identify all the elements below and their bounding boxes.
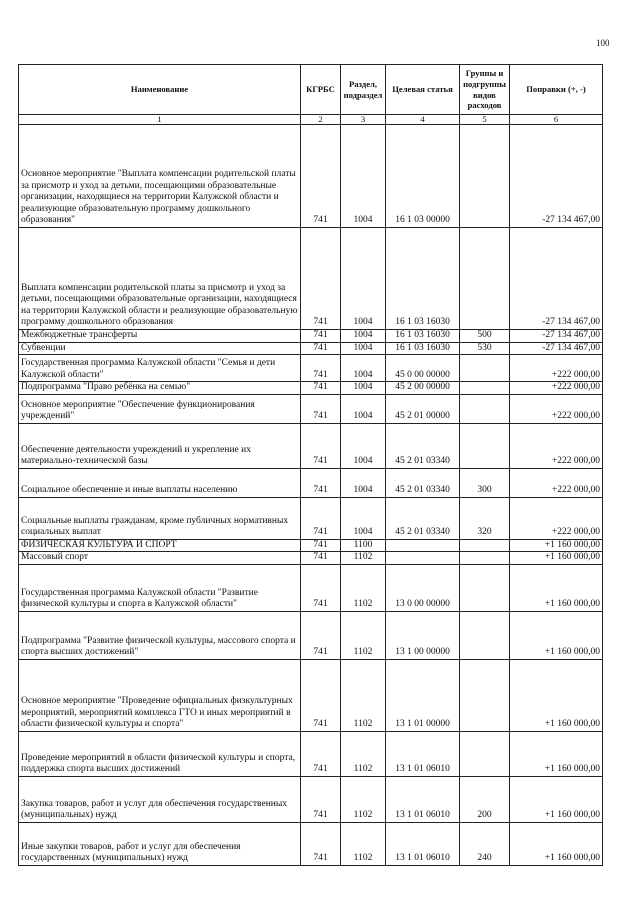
- column-number: 2: [301, 115, 341, 125]
- row-amount: +1 160 000,00: [510, 731, 603, 776]
- column-number-row: [19, 115, 603, 125]
- header-amendment: Поправки (+, -): [510, 65, 603, 115]
- row-name: Основное мероприятие "Проведение официальных физкультурных мероприятий, мероприятий комплекса ГТО и иных мероприятий в области физической культуры и спорта": [19, 659, 301, 731]
- row-section: 1102: [341, 552, 386, 565]
- row-target: [386, 539, 460, 552]
- row-amount: +1 160 000,00: [510, 822, 603, 865]
- table-row: [19, 342, 603, 355]
- row-amount: +1 160 000,00: [510, 659, 603, 731]
- row-section: 1004: [341, 382, 386, 395]
- row-group: [460, 731, 510, 776]
- row-section: 1004: [341, 468, 386, 497]
- row-amount: -27 134 467,00: [510, 330, 603, 343]
- row-target: 16 1 03 00000: [386, 125, 460, 228]
- row-group: [460, 564, 510, 611]
- row-target: 13 1 01 06010: [386, 776, 460, 822]
- row-group: 300: [460, 468, 510, 497]
- row-amount: -27 134 467,00: [510, 228, 603, 330]
- row-target: 16 1 03 16030: [386, 342, 460, 355]
- table-row: [19, 382, 603, 395]
- row-target: 13 1 01 06010: [386, 822, 460, 865]
- column-number: 3: [341, 115, 386, 125]
- row-name: Основное мероприятие "Обеспечение функционирования учреждений": [19, 394, 301, 423]
- row-section: 1100: [341, 539, 386, 552]
- row-name: Закупка товаров, работ и услуг для обеспечения государственных (муниципальных) нужд: [19, 776, 301, 822]
- row-name: Иные закупки товаров, работ и услуг для обеспечения государственных (муниципальных) нужд: [19, 822, 301, 865]
- row-name: Субвенции: [19, 342, 301, 355]
- row-target: 13 1 01 00000: [386, 659, 460, 731]
- table-row: [19, 552, 603, 565]
- row-section: 1102: [341, 611, 386, 659]
- table-row: [19, 564, 603, 611]
- column-number: 1: [19, 115, 301, 125]
- header-target: Целевая статья: [386, 65, 460, 115]
- row-group: [460, 382, 510, 395]
- row-amount: +222 000,00: [510, 423, 603, 468]
- row-section: 1004: [341, 394, 386, 423]
- table-row: [19, 228, 603, 330]
- table-row: [19, 539, 603, 552]
- row-section: 1004: [341, 355, 386, 382]
- row-target: 45 2 01 03340: [386, 423, 460, 468]
- row-amount: +1 160 000,00: [510, 611, 603, 659]
- row-kgrbs: 741: [301, 330, 341, 343]
- row-target: 13 0 00 00000: [386, 564, 460, 611]
- row-kgrbs: 741: [301, 776, 341, 822]
- header-section: Раздел, подраздел: [341, 65, 386, 115]
- row-amount: +1 160 000,00: [510, 564, 603, 611]
- row-section: 1004: [341, 342, 386, 355]
- row-target: 45 2 01 00000: [386, 394, 460, 423]
- row-amount: +1 160 000,00: [510, 776, 603, 822]
- row-group: [460, 659, 510, 731]
- row-section: 1004: [341, 497, 386, 539]
- row-name: Выплата компенсации родительской платы за присмотр и уход за детьми, посещающими образовательные организации, находящиеся на территории Калужской области и реализующие образовательную программу дошкольного образования: [19, 228, 301, 330]
- row-amount: -27 134 467,00: [510, 342, 603, 355]
- header-row: [19, 65, 603, 115]
- row-group: 200: [460, 776, 510, 822]
- column-number: 5: [460, 115, 510, 125]
- row-kgrbs: 741: [301, 228, 341, 330]
- row-group: [460, 611, 510, 659]
- header-group: Группы и подгруппы видов расходов: [460, 65, 510, 115]
- budget-table: [18, 64, 603, 866]
- row-section: 1004: [341, 330, 386, 343]
- row-section: 1004: [341, 125, 386, 228]
- row-group: [460, 355, 510, 382]
- row-target: 16 1 03 16030: [386, 228, 460, 330]
- row-kgrbs: 741: [301, 497, 341, 539]
- header-name: Наименование: [19, 65, 301, 115]
- row-amount: +222 000,00: [510, 394, 603, 423]
- row-target: 45 0 00 00000: [386, 355, 460, 382]
- row-target: 45 2 00 00000: [386, 382, 460, 395]
- header-kgrbs: КГРБС: [301, 65, 341, 115]
- row-amount: +222 000,00: [510, 468, 603, 497]
- table-row: [19, 468, 603, 497]
- row-kgrbs: 741: [301, 564, 341, 611]
- row-group: 240: [460, 822, 510, 865]
- table-row: [19, 731, 603, 776]
- table-row: [19, 611, 603, 659]
- row-amount: -27 134 467,00: [510, 125, 603, 228]
- row-name: Подпрограмма "Развитие физической культуры, массового спорта и спорта высших достижений": [19, 611, 301, 659]
- row-section: 1102: [341, 776, 386, 822]
- row-name: Государственная программа Калужской области "Семья и дети Калужской области": [19, 355, 301, 382]
- row-group: [460, 552, 510, 565]
- row-kgrbs: 741: [301, 423, 341, 468]
- row-amount: +222 000,00: [510, 382, 603, 395]
- page-number: 100: [596, 38, 610, 48]
- row-section: 1004: [341, 228, 386, 330]
- row-name: ФИЗИЧЕСКАЯ КУЛЬТУРА И СПОРТ: [19, 539, 301, 552]
- row-kgrbs: 741: [301, 731, 341, 776]
- table-row: [19, 423, 603, 468]
- row-section: 1102: [341, 659, 386, 731]
- row-kgrbs: 741: [301, 355, 341, 382]
- column-number: 4: [386, 115, 460, 125]
- row-target: [386, 552, 460, 565]
- row-section: 1102: [341, 564, 386, 611]
- row-name: Проведение мероприятий в области физической культуры и спорта, поддержка спорта высших достижений: [19, 731, 301, 776]
- table-row: [19, 497, 603, 539]
- row-kgrbs: 741: [301, 394, 341, 423]
- row-name: Межбюджетные трансферты: [19, 330, 301, 343]
- row-name: Социальные выплаты гражданам, кроме публичных нормативных социальных выплат: [19, 497, 301, 539]
- row-amount: +222 000,00: [510, 355, 603, 382]
- row-target: 13 1 00 00000: [386, 611, 460, 659]
- row-section: 1004: [341, 423, 386, 468]
- row-name: Социальное обеспечение и иные выплаты населению: [19, 468, 301, 497]
- row-kgrbs: 741: [301, 382, 341, 395]
- row-kgrbs: 741: [301, 659, 341, 731]
- row-group: 500: [460, 330, 510, 343]
- row-target: 16 1 03 16030: [386, 330, 460, 343]
- table-row: [19, 125, 603, 228]
- row-kgrbs: 741: [301, 822, 341, 865]
- row-group: [460, 423, 510, 468]
- row-target: 13 1 01 06010: [386, 731, 460, 776]
- row-kgrbs: 741: [301, 125, 341, 228]
- table-row: [19, 822, 603, 865]
- row-group: 320: [460, 497, 510, 539]
- row-target: 45 2 01 03340: [386, 468, 460, 497]
- row-group: [460, 125, 510, 228]
- table-row: [19, 659, 603, 731]
- row-target: 45 2 01 03340: [386, 497, 460, 539]
- table-row: [19, 330, 603, 343]
- row-kgrbs: 741: [301, 552, 341, 565]
- table-row: [19, 394, 603, 423]
- row-group: 530: [460, 342, 510, 355]
- row-section: 1102: [341, 822, 386, 865]
- row-name: Обеспечение деятельности учреждений и укрепление их материально-технической базы: [19, 423, 301, 468]
- row-group: [460, 228, 510, 330]
- row-amount: +1 160 000,00: [510, 539, 603, 552]
- row-group: [460, 539, 510, 552]
- row-kgrbs: 741: [301, 468, 341, 497]
- row-amount: +1 160 000,00: [510, 552, 603, 565]
- row-amount: +222 000,00: [510, 497, 603, 539]
- row-kgrbs: 741: [301, 342, 341, 355]
- table-row: [19, 776, 603, 822]
- row-name: Подпрограмма "Право ребёнка на семью": [19, 382, 301, 395]
- table-row: [19, 355, 603, 382]
- row-section: 1102: [341, 731, 386, 776]
- row-name: Государственная программа Калужской области "Развитие физической культуры и спорта в Калужской области": [19, 564, 301, 611]
- row-name: Основное мероприятие "Выплата компенсации родительской платы за присмотр и уход за детьми, посещающими образовательные организации, находящиеся на территории Калужской области и реализующие образовательную программу дошкольного образования": [19, 125, 301, 228]
- row-kgrbs: 741: [301, 611, 341, 659]
- column-number: 6: [510, 115, 603, 125]
- row-kgrbs: 741: [301, 539, 341, 552]
- row-name: Массовый спорт: [19, 552, 301, 565]
- row-group: [460, 394, 510, 423]
